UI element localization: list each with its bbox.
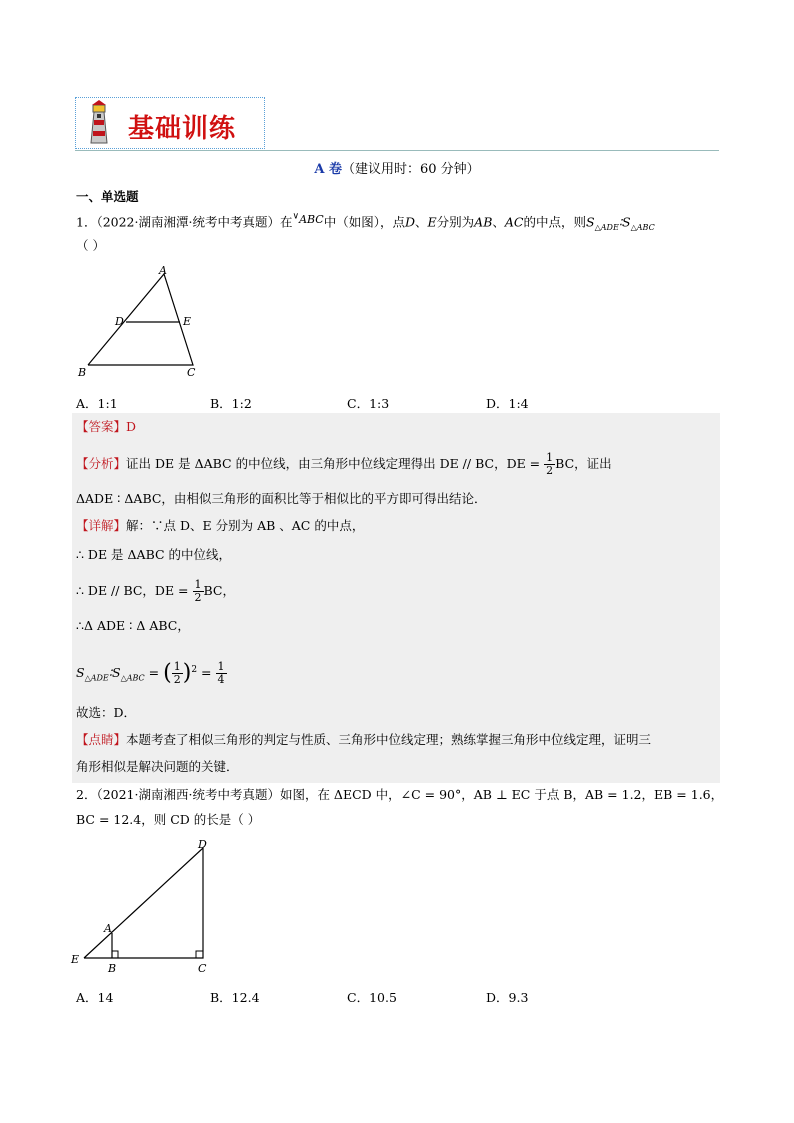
q1-detail-line2: ∴ DE 是 ΔABC 的中位线，	[76, 547, 232, 562]
q1-paren: （ ）	[76, 238, 105, 253]
fig1-label-e: E	[183, 315, 192, 328]
q1-comment-line1: 【点睛】本题考查了相似三角形的判定与性质、三角形中位线定理；熟练掌握三角形中位线定理，证明三	[76, 732, 652, 747]
q1-option-b[interactable]: B．1:2	[210, 396, 252, 411]
section-heading: 一、单选题	[76, 189, 139, 204]
q1-option-a[interactable]: A．1:1	[76, 396, 118, 411]
q1-detail-line1: 【详解】解：∵点 D、E 分别为 AB 、AC 的中点，	[76, 518, 365, 533]
fig1-label-b: B	[78, 366, 87, 379]
q2-stem-line2: BC = 12.4，则 CD 的长是（ ）	[76, 812, 261, 827]
q2-option-c[interactable]: C．10.5	[347, 990, 397, 1005]
q1-detail-line3: ∴ DE // BC，DE = $\frac{1}{2}$ BC，	[76, 578, 235, 604]
divider	[75, 150, 719, 151]
fig2-label-a: A	[104, 922, 112, 935]
q2-stem-line1: 2．（2021·湖南湘西·统考中考真题）如图，在 ΔECD 中，∠C = 90°，AB ⊥ EC 于点 B，AB = 1.2，EB = 1.6，	[76, 787, 724, 802]
fig2-label-e: E	[71, 953, 80, 966]
lighthouse-icon	[85, 100, 113, 144]
q2-option-d[interactable]: D．9.3	[486, 990, 529, 1005]
fig1-label-a: A	[159, 264, 167, 277]
fig1-label-c: C	[187, 366, 196, 379]
fig2-label-d: D	[198, 838, 207, 851]
banner-title: 基础训练	[128, 114, 237, 144]
q1-option-d[interactable]: D．1:4	[486, 396, 529, 411]
q2-triangle-figure	[68, 836, 218, 978]
fig2-label-c: C	[198, 962, 207, 975]
subtitle: A 卷（建议用时：60 分钟）	[314, 162, 480, 177]
q1-answer: 【答案】D	[76, 419, 137, 434]
q1-detail-line4: ∴Δ ADE ∶ Δ ABC，	[76, 618, 190, 633]
q1-comment-line2: 角形相似是解决问题的关键．	[76, 759, 239, 774]
q1-option-c[interactable]: C．1:3	[347, 396, 390, 411]
q2-option-a[interactable]: A．14	[76, 990, 114, 1005]
q1-choose: 故选：D．	[76, 705, 137, 720]
q2-option-b[interactable]: B．12.4	[210, 990, 260, 1005]
q1-stem: 1．（2022·湖南湘潭·统考中考真题）在∨ABC中（如图），点D、E分别为AB、AC的中点，则$S_{\triangle ADE}∶S_{\triangle ABC}$	[76, 211, 655, 233]
fig1-label-d: D	[115, 315, 124, 328]
q1-analysis-line2: ΔADE ∶ ΔABC，由相似三角形的面积比等于相似比的平方即可得出结论．	[76, 491, 487, 506]
q1-analysis-line1: 【分析】证出 DE 是 ΔABC 的中位线，由三角形中位线定理得出 DE // BC，DE = $\frac{1}{2}$ BC，证出	[76, 451, 612, 477]
q1-detail-line5: $S_{\triangle ADE}∶S_{\triangle ABC}$ = ( $\frac{1}{2}$ )$^2$ = $\frac{1}{4}$	[76, 660, 225, 687]
fig2-label-b: B	[108, 962, 117, 975]
q1-triangle-figure	[74, 262, 204, 380]
